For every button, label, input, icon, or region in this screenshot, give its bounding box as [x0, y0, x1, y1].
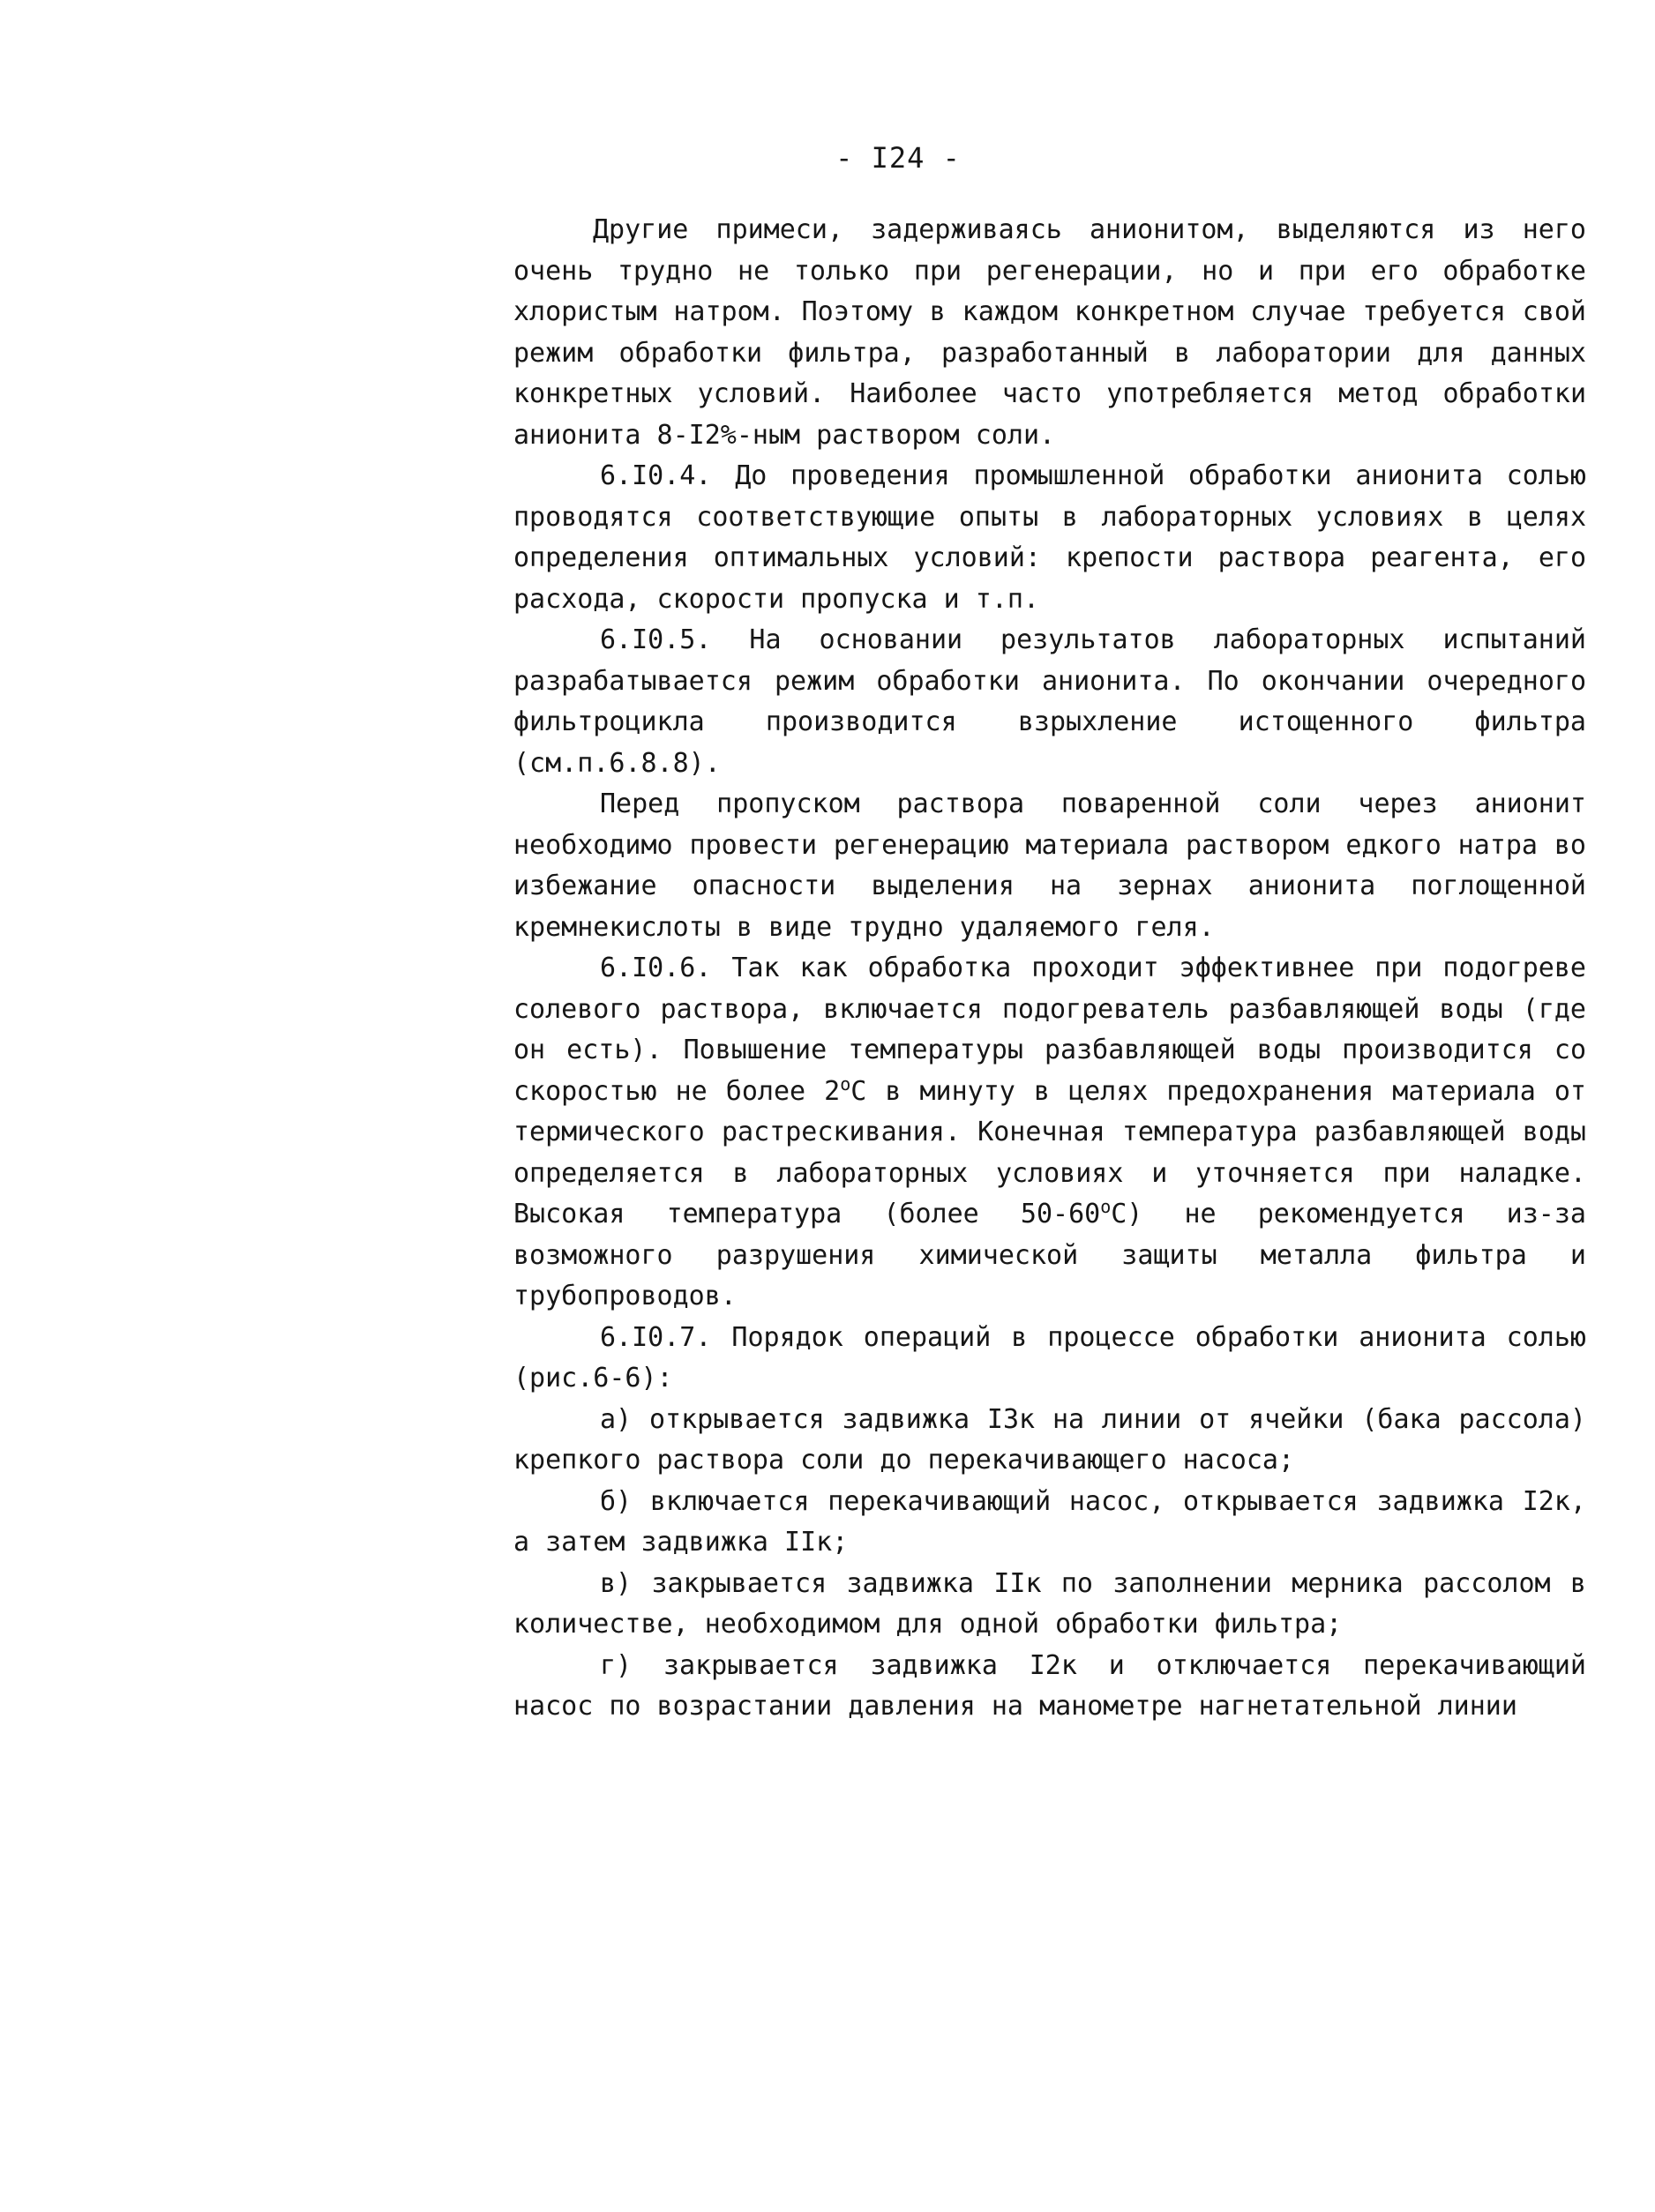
paragraph-6-10-4: 6.I0.4. До проведения промышленной обработки анионита солью проводятся соответствующие опыты в лабораторных условиях в целях определения оптимальных условий: крепости раствора реагента, его расхода, скорости пропуска и т.п. — [513, 460, 1586, 615]
paragraph-before-salt-pass: Перед пропуском раствора поваренной соли через анионит необходимо провести регенерацию материала раствором едкого натра во избежание опасности выделения на зернах анионита поглощенной кремнекислоты в виде трудно удаляемого геля. — [513, 788, 1586, 943]
paragraph-other-impurities: Другие примеси, задерживаясь анионитом, выделяются из него очень трудно не только при регенерации, но и при его обработке хлористым натром. Поэтому в каждом конкретном случае требуется свой режим обработки фильтра, разработанный в лаборатории для данных конкретных условий. Наиболее часто употребляется метод обработки анионита 8-I2%-ным раствором соли. — [513, 214, 1586, 451]
list-item-v: в) закрывается задвижка IIк по заполнении мерника рассолом в количестве, необходимом для одной обработки фильтра; — [513, 1567, 1586, 1640]
degree-sign-2: o — [1100, 1196, 1112, 1217]
document-body — [513, 210, 1586, 1728]
list-item-a: а) открывается задвижка I3к на линии от ячейки (бака рассола) крепкого раствора соли до перекачивающего насоса; — [513, 1403, 1586, 1476]
page-number: - I24 - — [835, 141, 961, 175]
list-item-b: б) включается перекачивающий насос, открывается задвижка I2к, а затем задвижка IIк; — [513, 1485, 1586, 1558]
paragraph-6-10-6 — [513, 948, 1586, 1318]
paragraph-6-10-5: 6.I0.5. На основании результатов лабораторных испытаний разрабатывается режим обработки анионита. По окончании очередного фильтроцикла производится взрыхление истощенного фильтра (см.п.6.8.8). — [513, 624, 1586, 779]
paragraph-6-10-6-part-2: C в минуту в целях предохранения материала от термического растрескивания. Конечная температура разбавляющей воды определяется в лабораторных условиях и уточняется при наладке. Высокая температура (более 50-60 — [513, 1075, 1586, 1229]
paragraph-6-10-7: 6.I0.7. Порядок операций в процессе обработки анионита солью (рис.6-6): — [513, 1321, 1586, 1394]
paragraph-6-10-6-part-3: C) не рекомендуется из-за возможного разрушения химической защиты металла фильтра и трубопроводов. — [513, 1199, 1586, 1312]
degree-sign-1: o — [840, 1072, 851, 1095]
list-item-g: г) закрывается задвижка I2к и отключается перекачивающий насос по возрастании давления на манометре нагнетательной линии — [513, 1649, 1586, 1722]
paragraph-6-10-6-part-1: 6.I0.6. Так как обработка проходит эффективнее при подогреве солевого раствора, включается подогреватель разбавляющей воды (где он есть). Повышение температуры разбавляющей воды производится со скоростью не более 2 — [513, 953, 1586, 1107]
